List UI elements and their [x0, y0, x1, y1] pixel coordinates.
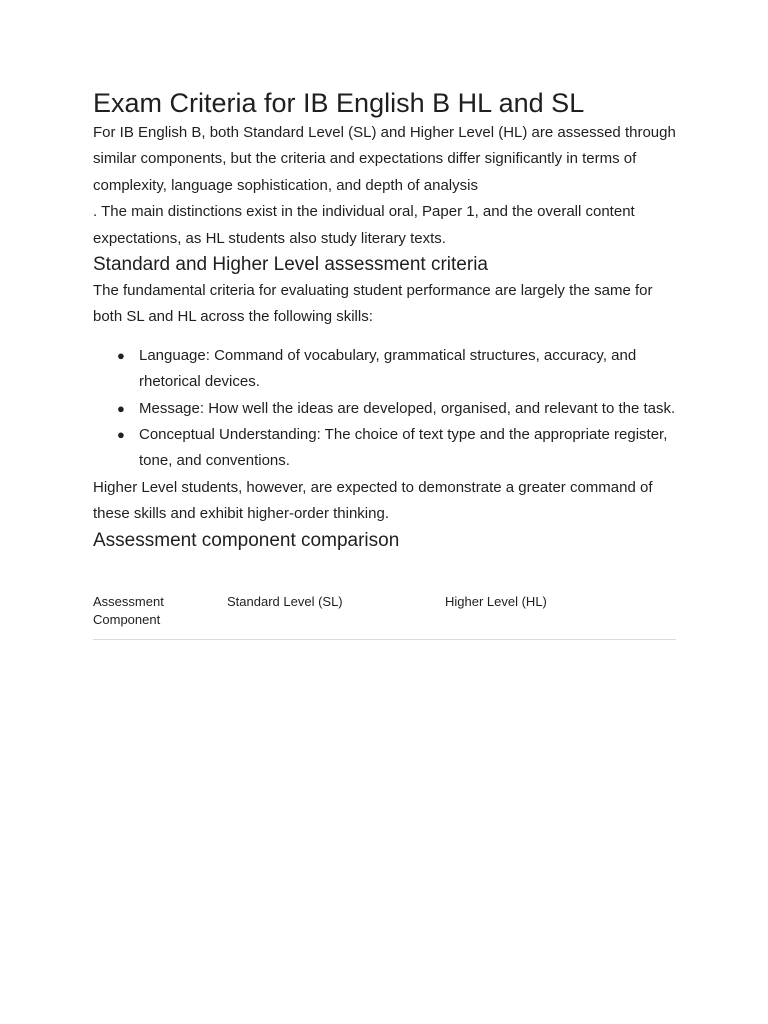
bullet-icon: ● [117, 400, 125, 416]
intro-paragraph-continuation: . The main distinctions exist in the individual oral, Paper 1, and the overall content expectations, as HL students also study literary texts. [93, 203, 635, 247]
column-header-component: Assessment Component [93, 593, 227, 640]
criteria-paragraph: The fundamental criteria for evaluating student performance are largely the same for both SL and HL across the following skills: [93, 282, 653, 326]
page-title: Exam Criteria for IB English B HL and SL [93, 88, 585, 118]
list-item [93, 422, 676, 475]
comparison-table [93, 593, 676, 640]
column-header-standard-level: Standard Level (SL) [227, 593, 445, 640]
list-item [93, 396, 676, 422]
intro-paragraph: For IB English B, both Standard Level (SL) and Higher Level (HL) are assessed through similar components, but the criteria and expectations differ significantly in terms of complexity, language sophistication, and depth of analysis [93, 124, 676, 194]
document-content [93, 86, 676, 640]
higher-level-paragraph: Higher Level students, however, are expected to demonstrate a greater command of these skills and exhibit higher-order thinking. [93, 478, 653, 523]
bullet-icon: ● [117, 347, 125, 363]
bullet-icon: ● [117, 427, 125, 443]
list-item-text: Language: Command of vocabulary, grammatical structures, accuracy, and rhetorical devices. [139, 346, 637, 391]
section-heading-assessment-criteria: Standard and Higher Level assessment criteria [93, 254, 488, 276]
list-item [93, 343, 676, 396]
list-item-text: Conceptual Understanding: The choice of text type and the appropriate register, tone, and conventions. [139, 426, 668, 470]
table-header-row [93, 593, 676, 640]
column-header-higher-level: Higher Level (HL) [445, 593, 676, 640]
section-heading-component-comparison: Assessment component comparison [93, 529, 400, 551]
criteria-list [93, 343, 676, 475]
list-item-text: Message: How well the ideas are developed, organised, and relevant to the task. [139, 399, 676, 417]
